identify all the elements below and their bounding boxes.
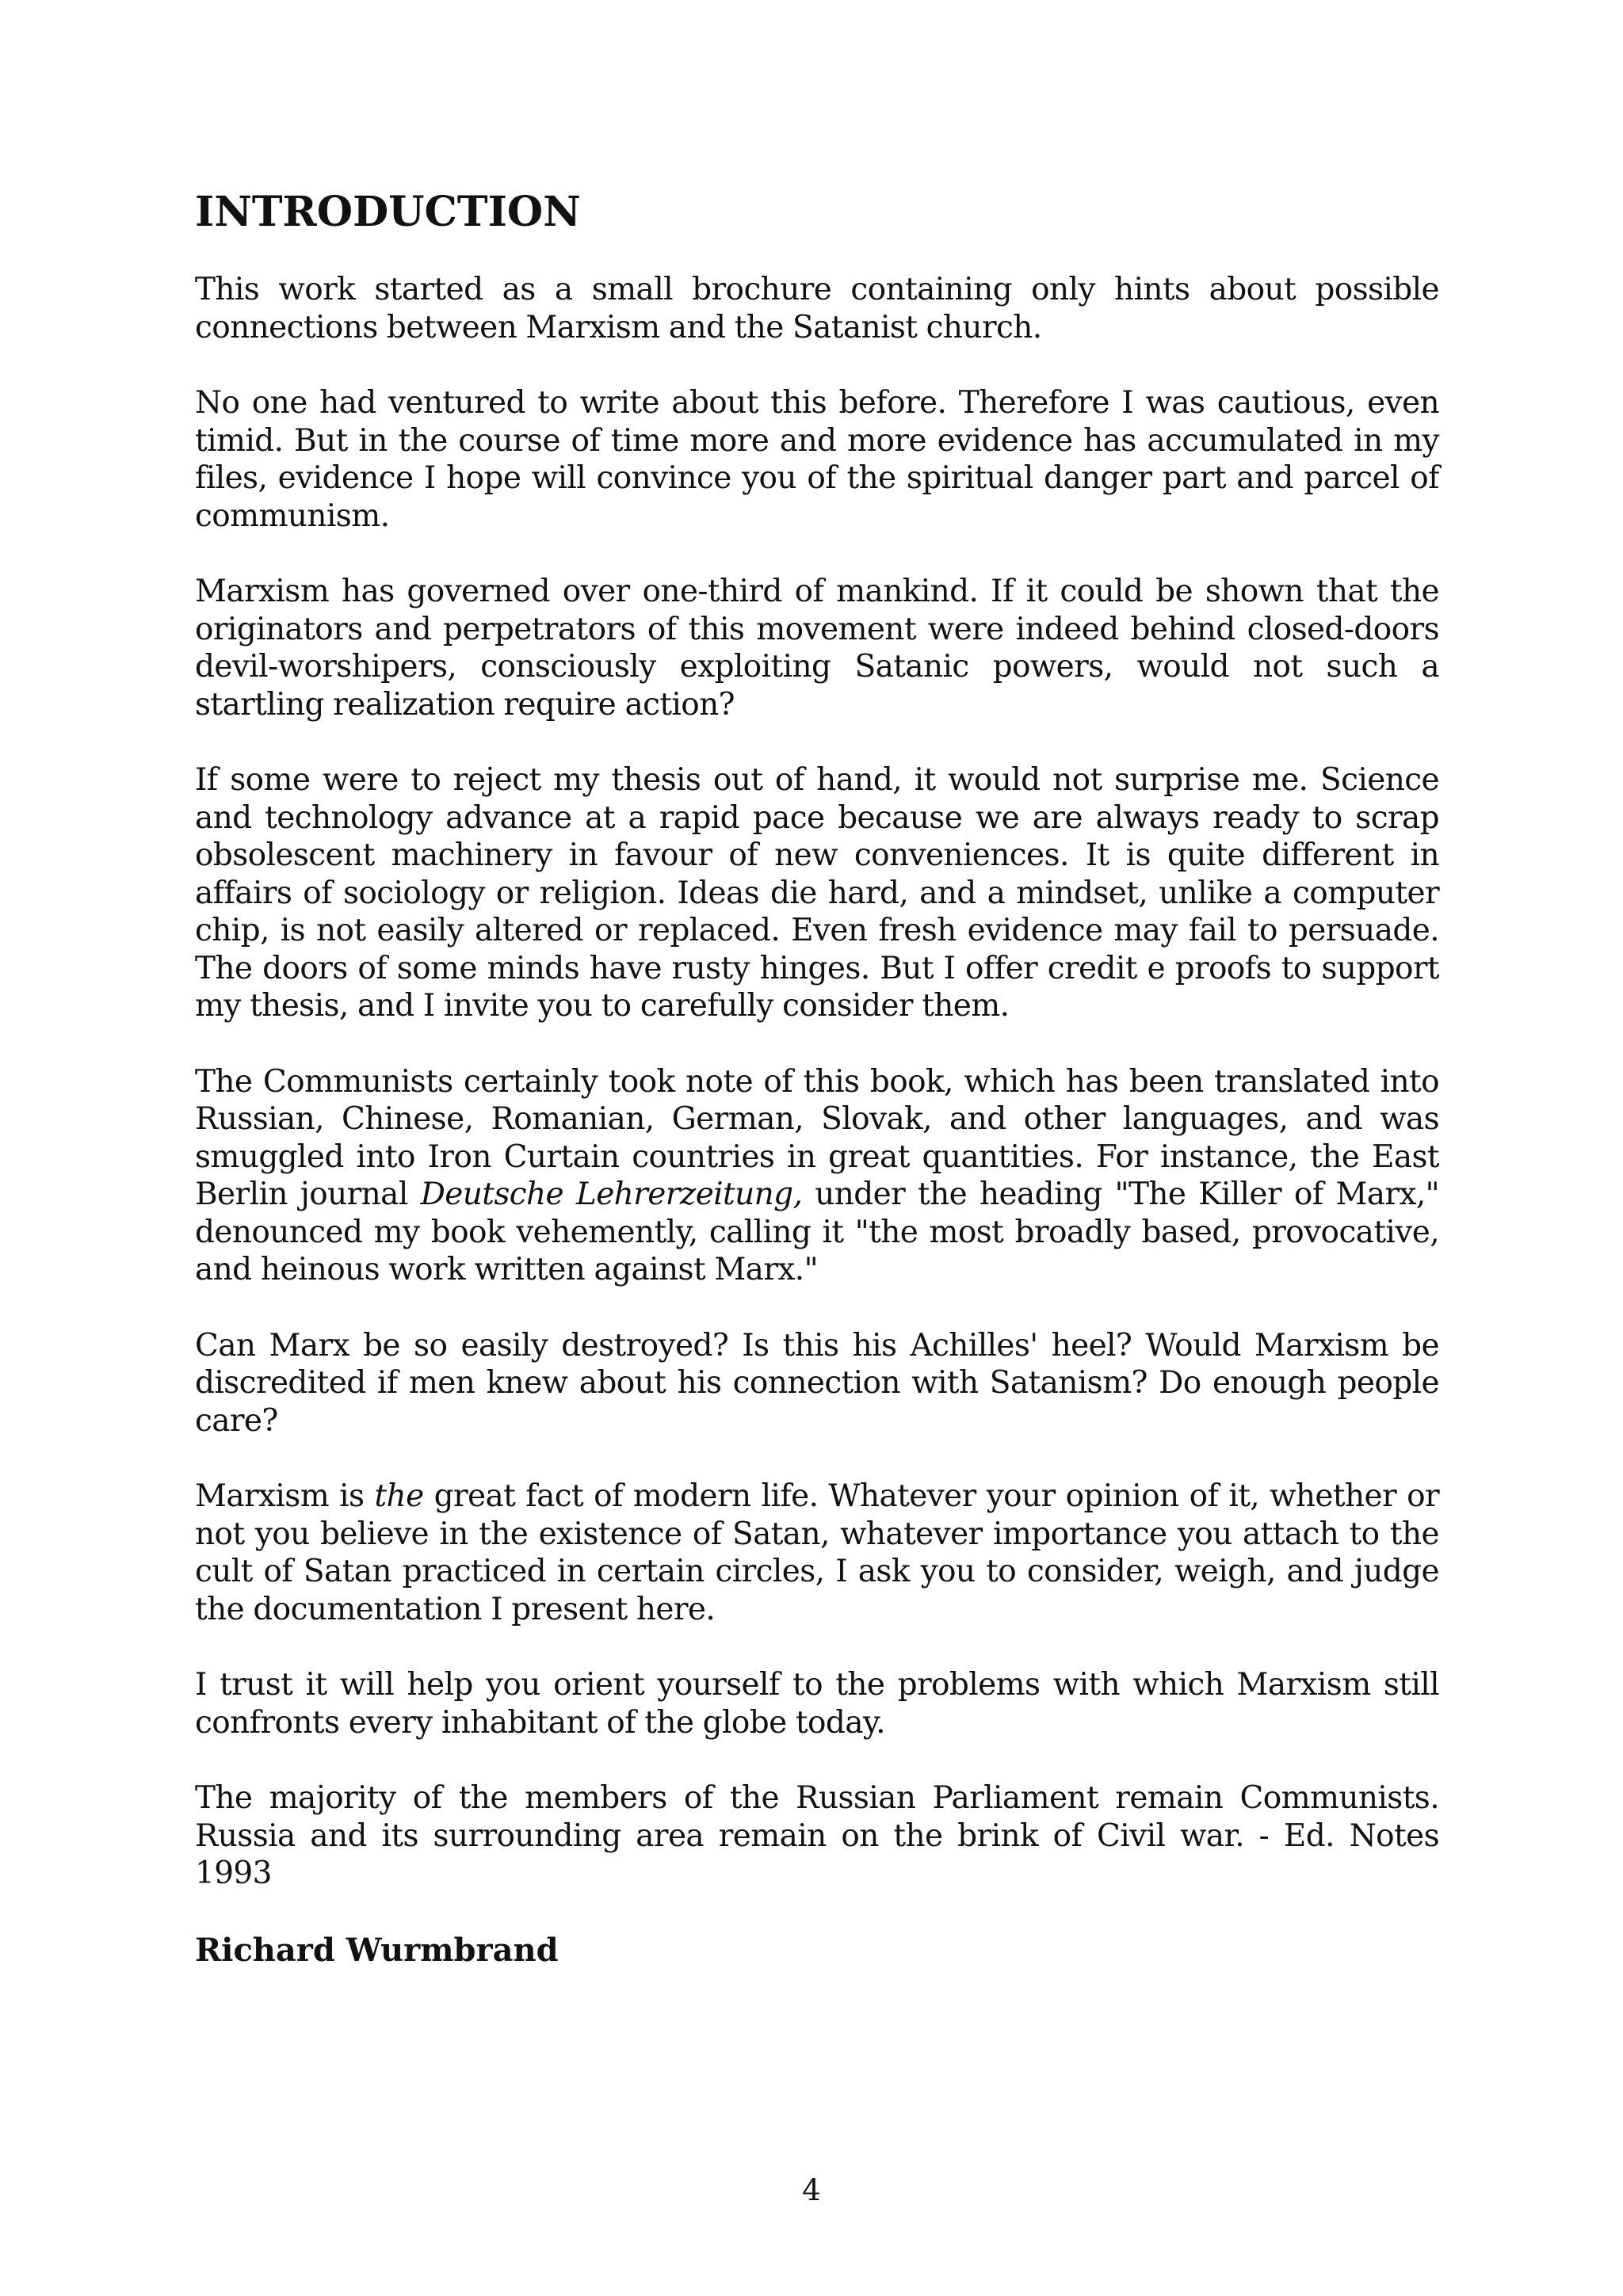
paragraph-5-text-end: under the heading "The Killer of Marx," denounced my book vehemently, calling it "the most broadly based, provocative, and heinous work written against Marx." (195, 1177, 1440, 1287)
page-number: 4 (802, 2173, 821, 2207)
paragraph-4: If some were to reject my thesis out of hand, it would not surprise me. Science and technology advance at a rapid pace because we are always ready to scrap obsolescent machinery in favour of new conveniences. It is quite different in affairs of sociology or religion. Ideas die hard, and a mindset, unlike a computer chip, is not easily altered or replaced. Even fresh evidence may fail to persuade. The doors of some minds have rusty hinges. But I offer credit e proofs to support my thesis, and I invite you to carefully consider them. (195, 762, 1439, 1024)
paragraph-9: The majority of the members of the Russian Parliament remain Communists. Russia and its surrounding area remain on the brink of Civil war. - Ed. Notes 1993 (195, 1780, 1439, 1891)
paragraph-6: Can Marx be so easily destroyed? Is this his Achilles' heel? Would Marxism be discredited if men knew about his connection with Satanism? Do enough people care? (195, 1327, 1439, 1439)
emphasis-word: the (374, 1478, 424, 1514)
page-title: INTRODUCTION (195, 188, 581, 236)
paragraph-5 (195, 1063, 1439, 1289)
page-content (195, 189, 1439, 1970)
journal-title: Deutsche Lehrerzeitung, (420, 1177, 803, 1212)
author-signature: Richard Wurmbrand (195, 1931, 559, 1969)
paragraph-1: This work started as a small brochure containing only hints about possible connections between Marxism and the Satanist church. (195, 272, 1439, 345)
paragraph-2: No one had ventured to write about this before. Therefore I was cautious, even timid. But in the course of time more and more evidence has accumulated in my files, evidence I hope will convince you of the spiritual danger part and parcel of communism. (195, 385, 1439, 534)
paragraph-8: I trust it will help you orient yourself to the problems with which Marxism still confronts every inhabitant of the globe today. (195, 1667, 1439, 1741)
paragraph-7-text-start: Marxism is (195, 1478, 375, 1514)
paragraph-7-text-end: great fact of modern life. Whatever your opinion of it, whether or not you believe in the existence of Satan, whatever importance you attach to the cult of Satan practiced in certain circles, I ask you to consider, weigh, and judge the documentation I present here. (195, 1478, 1439, 1627)
paragraph-5-text-start: The Communists certainly took note of this book, which has been translated into Russian, Chinese, Romanian, German, Slovak, and other languages, and was smuggled into Iron Curtain countries in great quantities. For instance, the East Berlin journal (195, 1063, 1439, 1212)
paragraph-7 (195, 1478, 1439, 1628)
paragraph-3: Marxism has governed over one-third of mankind. If it could be shown that the originators and perpetrators of this movement were indeed behind closed-doors devil-worshipers, consciously exploiting Satanic powers, would not such a startling realization require action? (195, 574, 1439, 723)
